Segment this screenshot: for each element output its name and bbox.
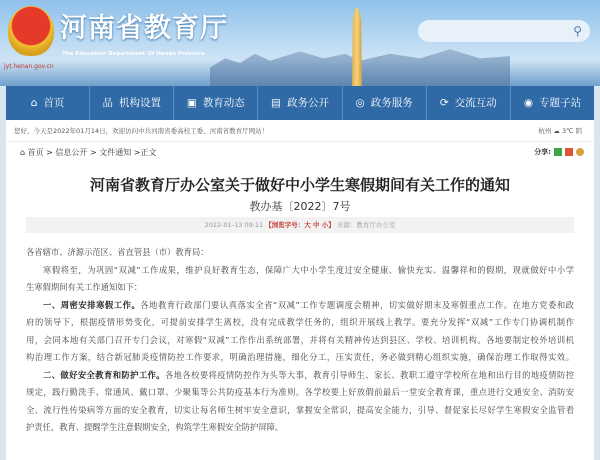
salutation: 各省辖市、济源示范区、省直管县（市）教育局： [26,247,209,257]
share-label: 分享: [534,147,551,156]
exchange-icon: ⟳ [439,97,449,109]
breadcrumb: ⌂ 首页 > 信息公开 > 文件通知 >正文 分享: [6,142,594,162]
nav-government-info[interactable] [258,86,342,120]
org-icon: 品 [102,97,113,109]
paragraph-line: 府的领导下，根据疫情形势变化，可提前安排学生离校，没有完成教学任务的，组织开展线上教学。要充分发挥“双减”工作专门协调机制作 [26,317,574,327]
paragraph-line: 规定，践行勤洗手、常通风、戴口罩、少聚集等公共防疫基本行为准则。各学校要上好放假前最后一堂安全教育课，重点进行交通安全、消防安 [26,387,574,397]
home-icon: ⌂ [20,147,26,157]
nav-label: 教育动态 [202,97,245,109]
nav-label: 专题子站 [539,97,581,109]
paragraph-line: 全、流行性传染病等方面的安全教育，切实让每名师生树牢安全意识，掌握安全常识，提高安全能力，引导、督促家长尽好学生寒假安全监管看 [26,404,574,415]
greeting-text: 您好，今天是2022年01月14日，欢迎访问中共河南省委高校工委、河南省教育厅网站！ [14,126,269,135]
article-meta [26,217,574,233]
breadcrumb-notices[interactable]: 文件通知 [99,147,132,157]
qq-share-icon[interactable] [576,148,584,156]
content-page [6,120,594,460]
weather-temp: 3℃ 阴 [561,126,582,135]
document-number: 教办基〔2022〕7号 [249,200,351,213]
section-text: 各地教育行政部门要认真落实全省“双减”工作专题调度会精神，切实做好期末及寒假重点工作。在地方党委和政 [140,299,574,310]
nav-label: 机构设置 [118,97,161,109]
paragraph-line: 护责任，教育、提醒学生注意假期安全，构筑学生寒假安全防护屏障。 [26,422,284,432]
paragraph-line [26,297,574,315]
site-subtitle: The Education Department Of Henan Province [62,51,205,57]
greeting-bar [6,120,594,142]
cloud-icon: ☁ [553,126,560,135]
weather-city: 杭州 [538,126,552,135]
nav-interaction[interactable] [427,86,511,120]
publish-date: 2022-01-13 09:11 [204,221,264,229]
nav-label: 首页 [43,97,65,109]
site-url: jyt.henan.gov.cn [4,63,54,70]
article-title: 河南省教育厅办公室关于做好中小学生寒假期间有关工作的通知 [89,176,510,194]
weather [538,126,582,136]
nav-topic-sites[interactable] [511,86,594,120]
national-emblem-logo[interactable] [8,6,54,56]
paragraph-line: 构治理工作方案，结合新冠肺炎疫情防控工作要求，明确治理措施，细化分工，压实责任，务必做到精心组织实施，确保治理工作取得实效。 [26,352,574,362]
paragraph-line [26,367,574,385]
nav-organization[interactable] [90,86,174,120]
breadcrumb-current: 正文 [140,147,157,157]
section-heading: 一、周密安排寒假工作。 [43,299,141,310]
paragraph-line: 寒假将至，为巩固“双减”工作成果，维护良好教育生态，保障广大中小学生度过安全健康、愉快充实、温馨祥和的假期，现就做好中小学 [43,264,574,275]
topic-icon: ◉ [523,97,533,109]
home-icon: ⌂ [30,97,38,109]
document-icon: ▤ [271,97,281,109]
nav-home[interactable] [6,86,90,120]
paragraph-line: 用，会同本地有关部门召开专门会议，对寒假“双减”工作作出系统部署，并将有关精神传达到县区、学校、培训机构。各地要制定校外培训机 [26,334,574,345]
nav-label: 交流互动 [454,97,497,109]
news-icon: ▣ [186,97,197,109]
search-input[interactable] [418,20,590,42]
header-banner [0,0,600,86]
weibo-share-icon[interactable] [565,148,573,156]
wechat-share-icon[interactable] [554,148,562,156]
article-body [26,244,574,437]
nav-label: 政务服务 [370,97,413,109]
paragraph-line: 生寒假期间有关工作通知如下： [26,282,143,292]
section-heading: 二、做好安全教育和防护工作。 [43,369,165,380]
article-source: 来源：教育厅办公室 [336,221,396,229]
nav-government-service[interactable] [343,86,427,120]
share-bar [534,147,584,158]
breadcrumb-home[interactable]: 首页 [27,147,44,157]
font-size-switch[interactable]: 【浏览字号：大 中 小】 [265,221,335,229]
main-nav [6,86,594,120]
section-text: 各地各校要将疫情防控作为头等大事，教育引导师生、家长、教职工遵守学校所在地和出行目的地疫情防控 [164,369,574,380]
search-icon[interactable]: ⚲ [573,24,582,38]
nav-label: 政务公开 [286,97,329,109]
breadcrumb-info[interactable]: 信息公开 [55,147,88,157]
nav-education-news[interactable] [174,86,258,120]
service-icon: ◎ [355,97,365,109]
site-title[interactable]: 河南省教育厅 [60,13,228,44]
